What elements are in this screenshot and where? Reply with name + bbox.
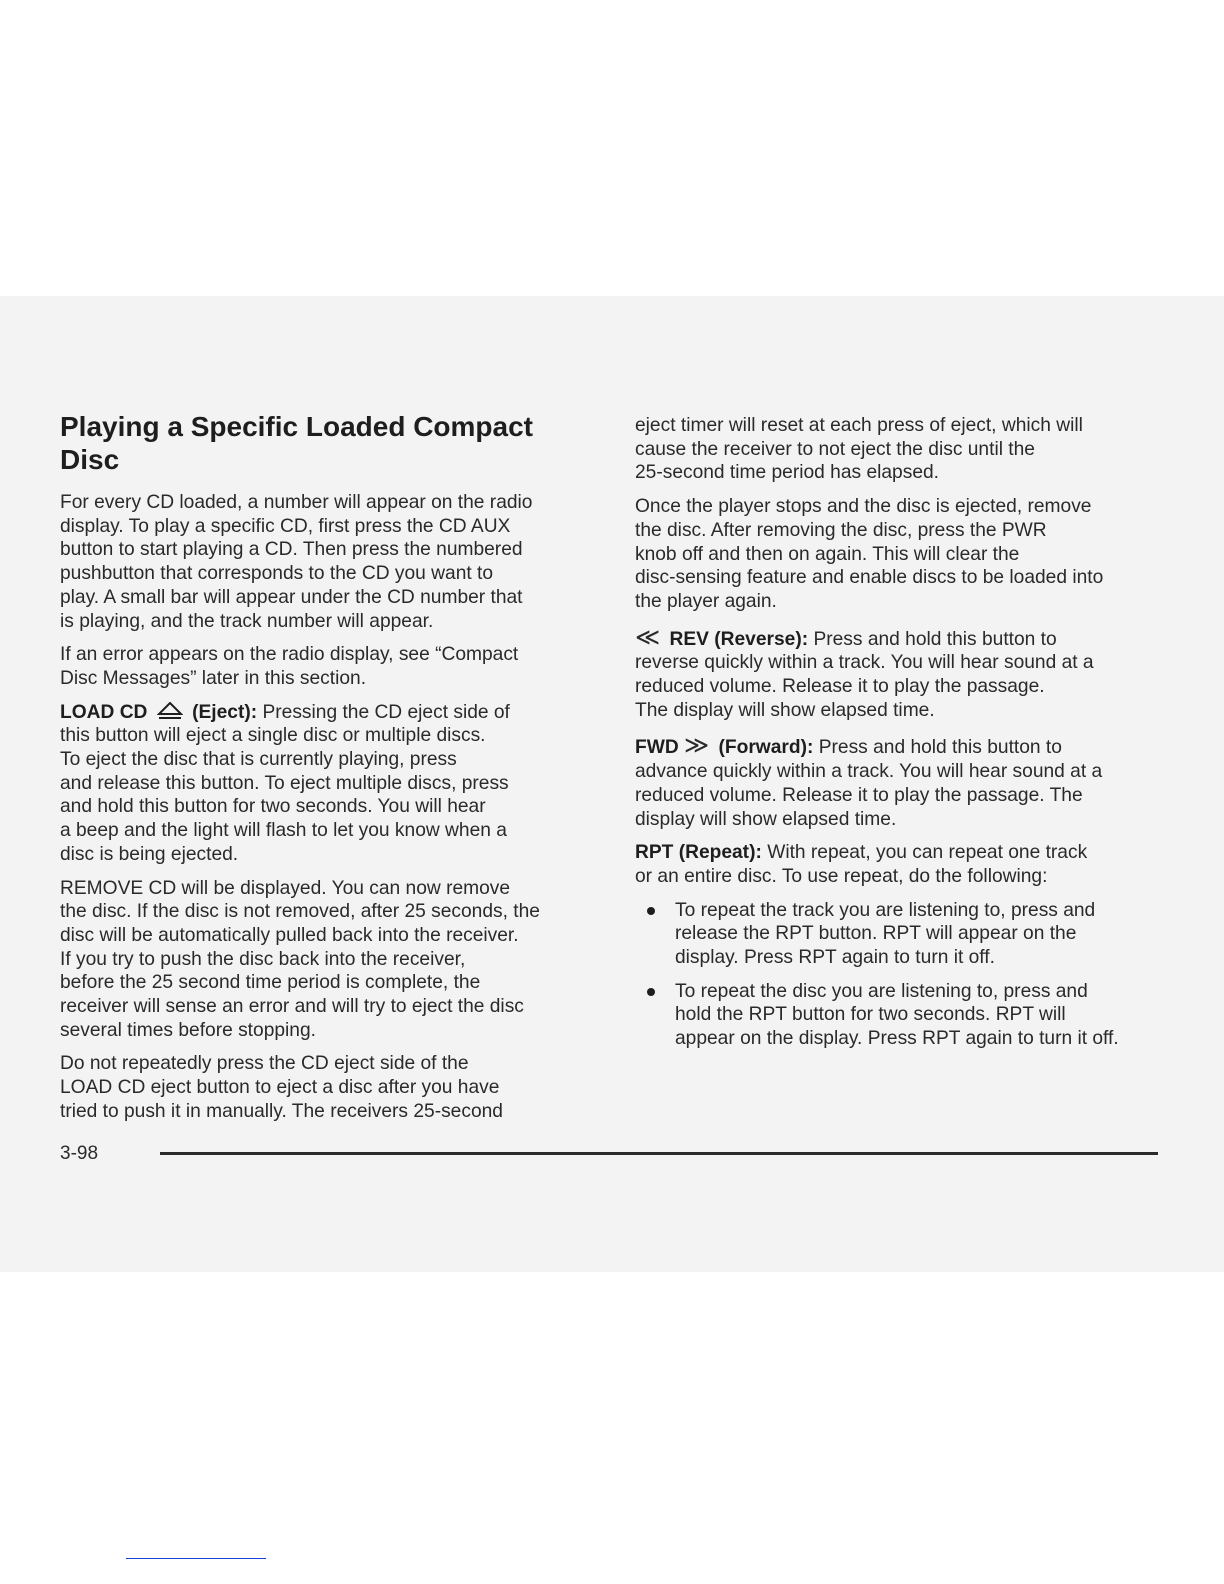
text-line: button to start playing a CD. Then press the numbered xyxy=(60,539,523,561)
bottom-underline xyxy=(126,1558,266,1559)
text-line: the disc. If the disc is not removed, after 25 seconds, the xyxy=(60,901,540,923)
text-line: Disc Messages” later in this section. xyxy=(60,667,367,689)
text-line: 25-second time period has elapsed. xyxy=(635,462,939,484)
footer-divider xyxy=(160,1152,1158,1155)
page-number: 3-98 xyxy=(60,1143,99,1164)
fwd-label: FWD xyxy=(635,737,679,759)
eject-icon xyxy=(157,702,183,720)
text-line xyxy=(60,701,600,725)
list-item xyxy=(635,980,1175,1051)
text-line: appear on the display. Press RPT again to turn it off. xyxy=(675,1028,1119,1050)
text-line: a beep and the light will flash to let you know when a xyxy=(60,820,507,842)
text-line: release the RPT button. RPT will appear on the xyxy=(675,923,1077,945)
text-line: is playing, and the track number will appear. xyxy=(60,610,434,632)
rev-label: REV (Reverse): xyxy=(669,628,809,650)
player-stops-paragraph xyxy=(635,495,1175,614)
error-paragraph xyxy=(60,643,600,690)
text-line: To eject the disc that is currently playing, press xyxy=(60,749,457,771)
text-fragment: Press and hold this button to xyxy=(813,628,1057,650)
page-title xyxy=(60,410,600,476)
text-line: disc-sensing feature and enable discs to be loaded into xyxy=(635,567,1104,589)
text-line: advance quickly within a track. You will hear sound at a xyxy=(635,761,1103,783)
title-line-2: Disc xyxy=(60,444,120,475)
text-line: reduced volume. Release it to play the passage. xyxy=(635,676,1045,698)
rev-paragraph xyxy=(635,623,1175,723)
load-cd-label: LOAD CD xyxy=(60,701,148,723)
text-line: and release this button. To eject multiple discs, press xyxy=(60,772,509,794)
text-line: REMOVE CD will be displayed. You can now remove xyxy=(60,877,511,899)
text-line xyxy=(635,732,1175,760)
eject-label: (Eject): xyxy=(192,701,258,723)
text-line: before the 25 second time period is complete, the xyxy=(60,972,481,994)
text-line: pushbutton that corresponds to the CD you want to xyxy=(60,563,494,585)
bullet-icon xyxy=(647,907,655,915)
text-fragment: Pressing the CD eject side of xyxy=(262,701,510,723)
text-line: To repeat the track you are listening to, press and xyxy=(675,899,1096,921)
repeat-bullet-list xyxy=(635,899,1175,1051)
text-line: If an error appears on the radio display, see “Compact xyxy=(60,644,519,666)
text-line: display. Press RPT again to turn it off. xyxy=(675,947,995,969)
eject-timer-paragraph xyxy=(635,414,1175,485)
list-item xyxy=(635,899,1175,970)
bullet-icon xyxy=(647,988,655,996)
text-fragment: With repeat, you can repeat one track xyxy=(767,842,1088,864)
text-line: receiver will sense an error and will try to eject the disc xyxy=(60,996,524,1018)
text-line: or an entire disc. To use repeat, do the following: xyxy=(635,865,1048,887)
text-line: the player again. xyxy=(635,590,777,612)
fwd-paragraph xyxy=(635,732,1175,831)
rpt-paragraph xyxy=(635,841,1175,888)
text-line: several times before stopping. xyxy=(60,1019,316,1041)
text-line xyxy=(635,841,1175,865)
text-line: The display will show elapsed time. xyxy=(635,699,935,721)
text-line: Do not repeatedly press the CD eject side of the xyxy=(60,1053,469,1075)
text-line: knob off and then on again. This will clear the xyxy=(635,543,1020,565)
text-line xyxy=(635,623,1175,652)
left-column xyxy=(60,410,600,1134)
text-line: display will show elapsed time. xyxy=(635,808,897,830)
text-line: For every CD loaded, a number will appear on the radio xyxy=(60,492,533,513)
warning-paragraph xyxy=(60,1052,600,1123)
right-column xyxy=(635,414,1175,1061)
text-line: To repeat the disc you are listening to, press and xyxy=(675,980,1088,1002)
text-line: reduced volume. Release it to play the passage. The xyxy=(635,784,1083,806)
intro-paragraph xyxy=(60,491,600,633)
text-line: disc is being ejected. xyxy=(60,843,239,865)
text-line: eject timer will reset at each press of eject, which will xyxy=(635,415,1083,436)
text-line: this button will eject a single disc or multiple discs. xyxy=(60,725,486,747)
text-line: display. To play a specific CD, first press the CD AUX xyxy=(60,515,511,537)
text-line: tried to push it in manually. The receivers 25-second xyxy=(60,1100,503,1122)
rewind-icon: ≪ xyxy=(635,623,661,651)
title-line-1: Playing a Specific Loaded Compact xyxy=(60,411,534,442)
text-line: disc will be automatically pulled back into the receiver. xyxy=(60,924,519,946)
fast-forward-icon: ≫ xyxy=(684,732,710,760)
text-line: If you try to push the disc back into the receiver, xyxy=(60,948,466,970)
text-line: LOAD CD eject button to eject a disc after you have xyxy=(60,1077,500,1099)
text-line: play. A small bar will appear under the CD number that xyxy=(60,586,523,608)
text-line: Once the player stops and the disc is ejected, remove xyxy=(635,496,1092,518)
forward-label: (Forward): xyxy=(718,737,814,759)
load-cd-paragraph xyxy=(60,701,600,867)
remove-cd-paragraph xyxy=(60,877,600,1043)
text-line: reverse quickly within a track. You will hear sound at a xyxy=(635,652,1094,674)
text-line: cause the receiver to not eject the disc until the xyxy=(635,438,1035,460)
text-fragment: Press and hold this button to xyxy=(818,737,1062,759)
text-line: the disc. After removing the disc, press the PWR xyxy=(635,519,1047,541)
text-line: and hold this button for two seconds. You will hear xyxy=(60,796,486,818)
text-line: hold the RPT button for two seconds. RPT will xyxy=(675,1004,1066,1026)
rpt-label: RPT (Repeat): xyxy=(635,842,762,864)
